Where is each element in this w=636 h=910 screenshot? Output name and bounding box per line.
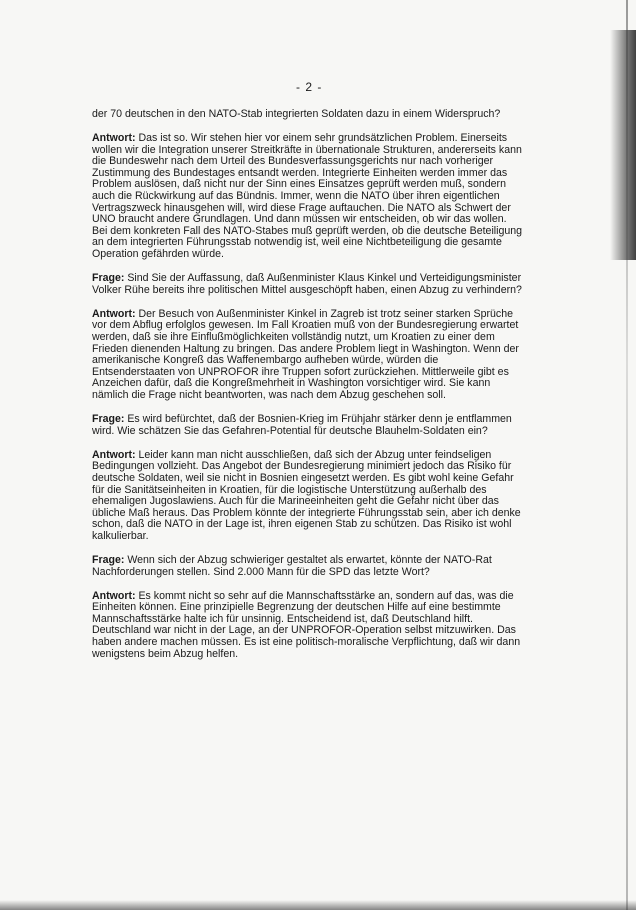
paragraph-text: Der Besuch von Außenminister Kinkel in Zagreb ist trotz seiner starken Sprüche vor dem Abflug erfolglos gewesen. Im Fall Kroatien muß von der Bundesregierung erwartet werden, daß sie ihre Einflußmöglichkeiten vollständig nutzt, um Kroatien zu einer dem Frieden dienenden Haltung zu bringen. Das andere Problem liegt in Washington. Wenn der amerikanische Kongreß das Waffenembargo aufheben würde, würden die Entsenderstaaten von UNPROFOR ihre Truppen sofort zurückziehen. Mittlerweile gibt es Anzeichen dafür, daß die Kongreßmehrheit in Washington vorsichtiger wird. Sie kann nämlich die Frage nicht beantworten, was nach dem Abzug geschehen soll.	[92, 307, 519, 401]
paragraph-answer	[92, 133, 524, 261]
scan-edge-line	[626, 0, 628, 910]
paragraph-label: Frage:	[92, 413, 125, 426]
scan-edge-shadow	[610, 30, 636, 260]
paragraph-text: Das ist so. Wir stehen hier vor einem sehr grundsätzlichen Problem. Einerseits wollen wir die Integration unserer Streitkräfte in übernationale Strukturen, andererseits kann die Bundeswehr nach dem Urteil des Bundesverfassungsgerichts nur nach vorheriger Zustimmung des Bundestages entsandt werden. Integrierte Einheiten werden immer das Problem auslösen, daß nicht nur der Sinn eines Einsatzes geprüft werden muß, sondern auch die Rückwirkung auf das Bündnis. Immer, wenn die NATO über ihren eigentlichen Vertragszweck hinausgehen will, wird diese Frage auftauchen. Die NATO als Schwert der UNO braucht andere Grundlagen. Und dann müssen wir entscheiden, ob wir das wollen. Bei dem konkreten Fall des NATO-Stabes muß geprüft werden, ob die deutsche Beteiligung an dem integrierten Führungsstab notwendig ist, weil eine Nichtbeteiligung die gesamte Operation gefährden würde.	[92, 132, 523, 261]
paragraph-question	[92, 273, 524, 296]
paragraph-label: Frage:	[92, 554, 125, 566]
paragraph-text: Es wird befürchtet, daß der Bosnien-Krieg im Frühjahr stärker denn je entflammen wird. Wie schätzen Sie das Gefahren-Potential für deutsche Blauhelm-Soldaten ein?	[92, 413, 512, 437]
paragraph-text: Wenn sich der Abzug schwieriger gestaltet als erwartet, könnte der NATO-Rat Nachforderungen stellen. Sind 2.000 Mann für die SPD das letzte Wort?	[92, 554, 492, 578]
paragraph-label: Antwort:	[92, 589, 136, 602]
paragraph-question	[92, 414, 524, 437]
paragraph-label: Frage:	[92, 272, 125, 285]
paragraph-label: Antwort:	[92, 448, 136, 461]
paragraph-label: Antwort:	[92, 307, 136, 320]
scan-bottom-edge	[0, 900, 636, 910]
paragraph-answer	[92, 591, 524, 661]
paragraph-continuation	[92, 109, 524, 121]
document-body	[92, 109, 524, 673]
paragraph-label: Antwort:	[92, 132, 136, 145]
paragraph-answer	[92, 450, 524, 543]
paragraph-answer	[92, 309, 524, 402]
paragraph-text: Leider kann man nicht ausschließen, daß sich der Abzug unter feindseligen Bedingungen vollzieht. Das Angebot der Bundesregierung minimiert jedoch das Risiko für deutsche Soldaten, weil sie nicht in Bosnien eingesetzt werden. Es gibt wohl keine Gefahr für die Sanitätseinheiten in Kroatien, für die logistische Unterstützung außerhalb des ehemaligen Jugoslawiens. Auch für die Marineeinheiten geht die Gefahr nicht über das übliche Maß heraus. Das Problem könnte der integrierte Führungsstab sein, aber ich denke schon, daß die NATO in der Lage ist, ihren eigenen Stab zu schützen. Das Risiko ist wohl kalkulierbar.	[92, 448, 521, 542]
paragraph-question	[92, 555, 524, 578]
page-number: - 2 -	[296, 80, 323, 94]
paragraph-text: der 70 deutschen in den NATO-Stab integrierten Soldaten dazu in einem Widerspruch?	[92, 108, 501, 120]
paragraph-text: Sind Sie der Auffassung, daß Außenminister Klaus Kinkel und Verteidigungsminister Volker Rühe bereits ihre politischen Mittel ausgeschöpft haben, einen Abzug zu verhindern?	[92, 272, 522, 296]
paragraph-text: Es kommt nicht so sehr auf die Mannschaftsstärke an, sondern auf das, was die Einheiten können. Eine prinzipielle Begrenzung der deutschen Hilfe auf eine bestimmte Mannschaftsstärke halte ich für unsinnig. Entscheidend ist, daß Deutschland hilft. Deutschland war nicht in der Lage, an der UNPROFOR-Operation selbst mitzuwirken. Das haben andere machen müssen. Es ist eine politisch-moralische Verpflichtung, daß wir dann wenigstens beim Abzug helfen.	[92, 589, 521, 660]
